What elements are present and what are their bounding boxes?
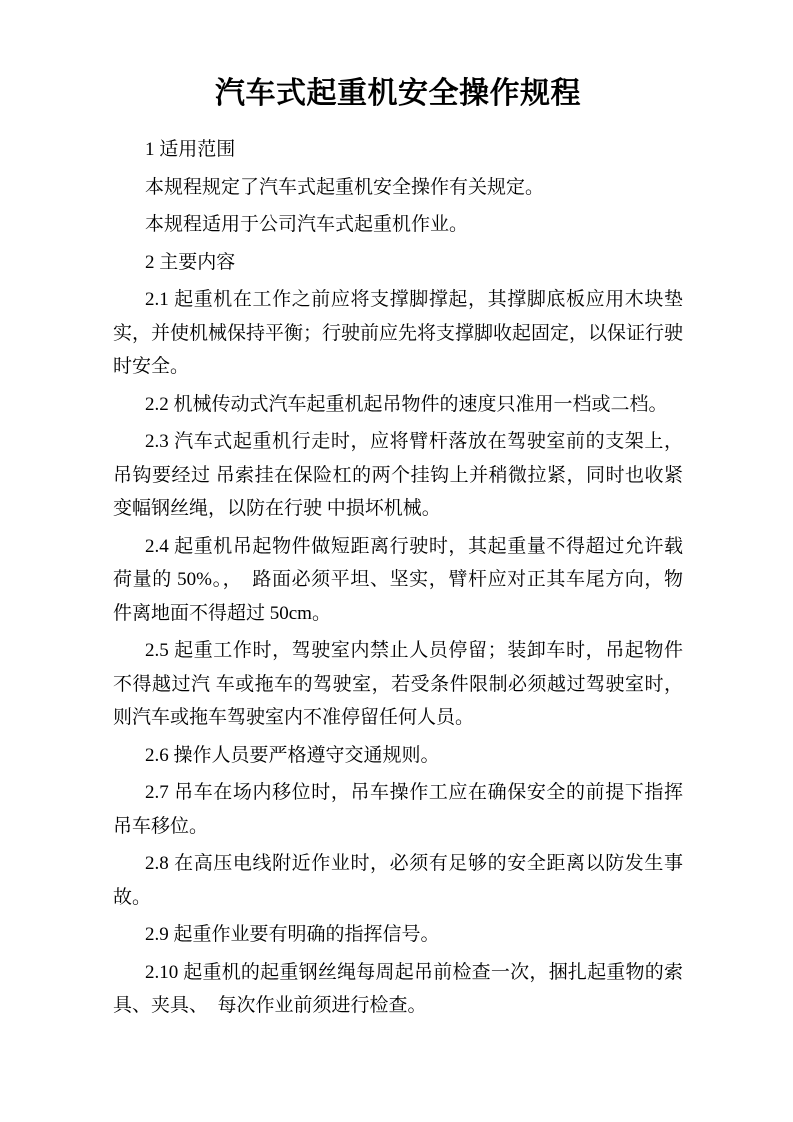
paragraph-line: 2.3 汽车式起重机行走时，应将臂杆落放在驾驶室前的支架上， [145,431,683,452]
paragraph [113,634,683,735]
paragraph-line: 2.9 起重作业要有明确的指挥信号。 [145,924,440,945]
paragraph-line: 2 主要内容 [145,251,236,273]
paragraph [113,776,683,843]
paragraph [113,133,683,167]
paragraph [113,847,683,914]
paragraph [113,530,683,631]
paragraph-line: 实，并使机械保持平衡；行驶前应先将支撑脚收起固定，以保证行驶 [113,322,684,344]
paragraph-line: 2.10 起重机的起重钢丝绳每周起吊前检查一次，捆扎起重物的索 [145,961,683,983]
paragraph-line: 1 适用范围 [145,139,236,160]
paragraph-line: 荷量的 50%。， 路面必须平坦、坚实，臂杆应对正其车尾方向，物 [113,569,683,590]
paragraph [113,956,683,1023]
paragraph-line: 2.4 起重机吊起物件做短距离行驶时，其起重量不得超过允许载 [145,535,683,557]
paragraph-line: 吊钩要经过 吊索挂在保险杠的两个挂钩上并稍微拉紧，同时也收紧 [113,464,683,486]
paragraph [113,171,683,205]
paragraph [113,918,683,952]
paragraph-line: 变幅钢丝绳，以防在行驶 中损坏机械。 [113,498,441,519]
paragraph-line: 本规程适用于公司汽车式起重机作业。 [145,214,469,235]
paragraph-line: 故。 [113,886,152,908]
paragraph-line: 本规程规定了汽车式起重机安全操作有关规定。 [145,176,545,198]
paragraph [113,739,683,773]
paragraph-line: 2.7 吊车在场内移位时，吊车操作工应在确保安全的前提下指挥 [145,782,683,803]
paragraph-line: 件离地面不得超过 50cm。 [113,602,331,624]
paragraph [113,283,683,384]
paragraph-line: 具、夹具、 每次作业前须进行检查。 [113,995,427,1016]
paragraph-line: 不得越过汽 车或拖车的驾驶室，若受条件限制必须越过驾驶室时， [113,673,683,695]
document-title: 汽车式起重机安全操作规程 [215,77,581,110]
paragraph-line: 2.8 在高压电线附近作业时，必须有足够的安全距离以防发生事 [145,853,683,874]
paragraph-line: 2.1 起重机在工作之前应将支撑脚撑起，其撑脚底板应用木块垫 [145,289,683,310]
paragraph-line: 2.2 机械传动式汽车起重机起吊物件的速度只准用一档或二档。 [145,393,668,415]
paragraph-line: 吊车移位。 [113,815,209,837]
paragraph-line: 时安全。 [113,356,190,377]
paragraph [113,388,683,422]
paragraph [113,425,683,526]
paragraph [113,246,683,280]
paragraph [113,208,683,242]
paragraph-line: 则汽车或拖车驾驶室内不准停留任何人员。 [113,707,475,728]
paragraph-line: 2.5 起重工作时，驾驶室内禁止人员停留；装卸车时，吊起物件 [145,640,683,661]
paragraph-line: 2.6 操作人员要严格遵守交通规则。 [145,744,440,766]
document-body [113,133,683,1023]
